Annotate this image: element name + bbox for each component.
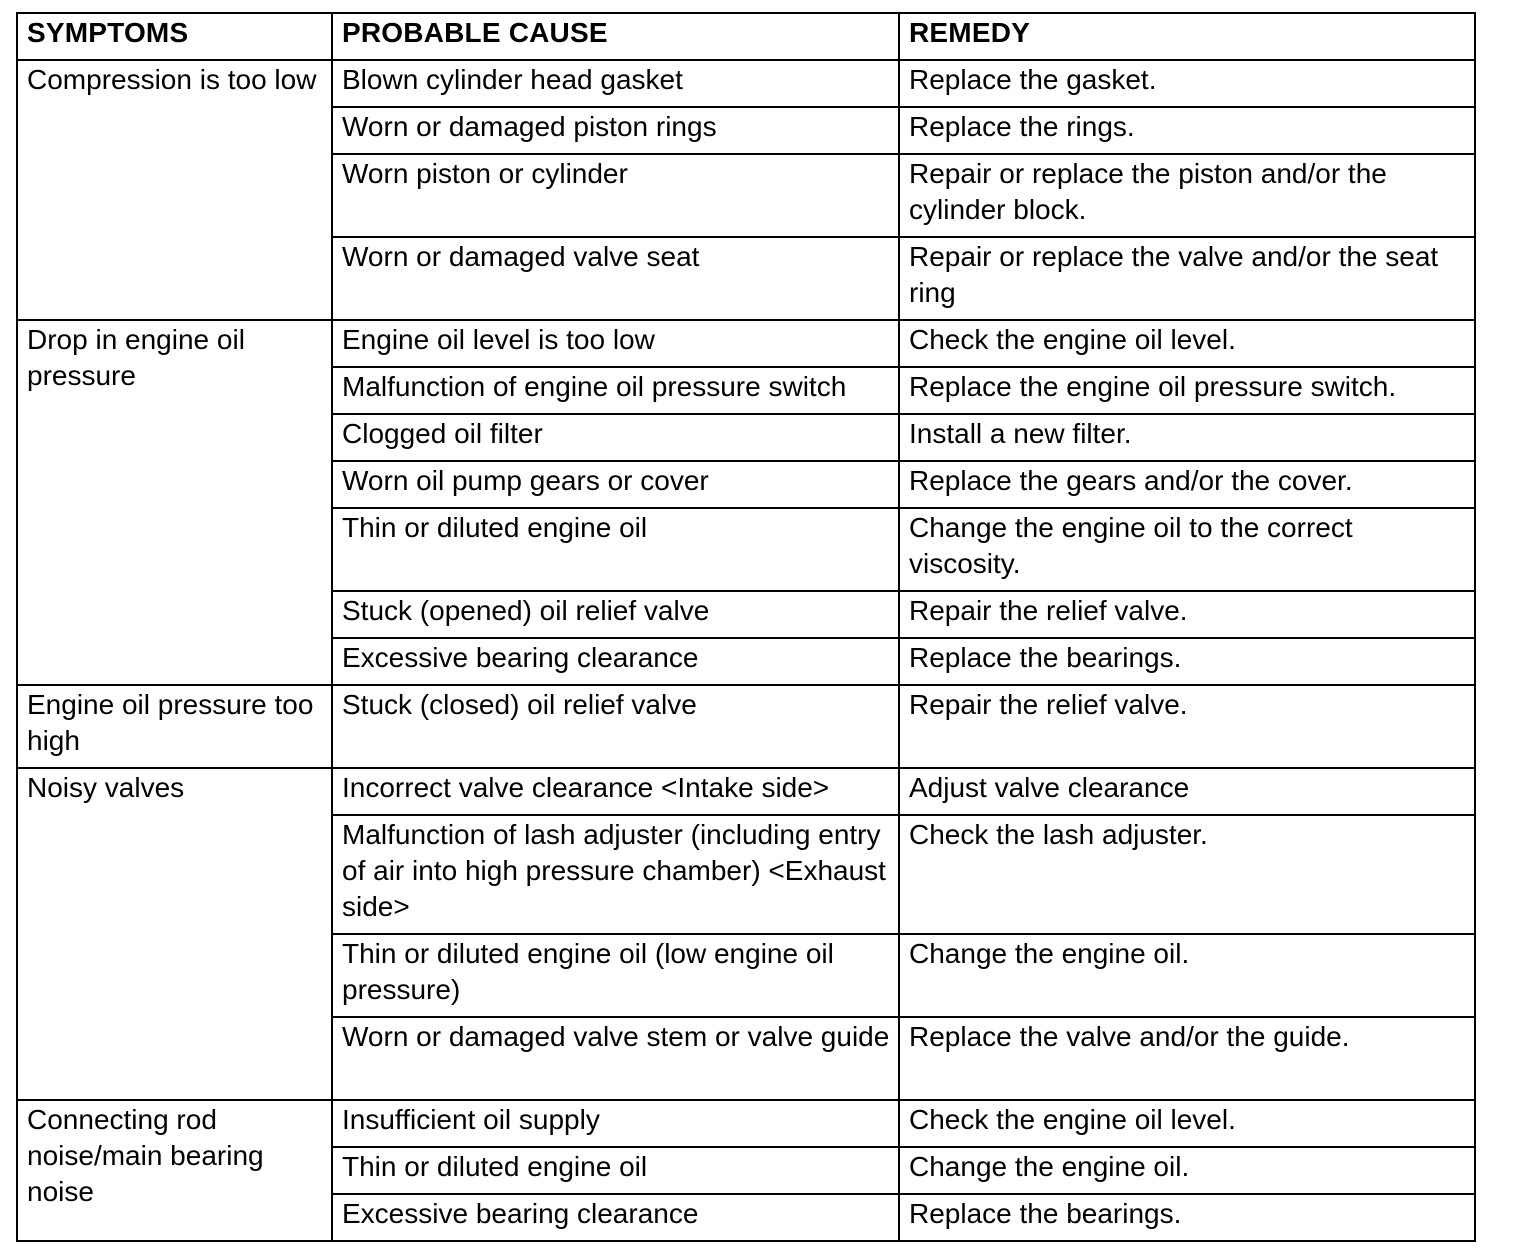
cause-cell: Incorrect valve clearance <Intake side> (332, 768, 899, 815)
cause-cell: Worn or damaged valve stem or valve guide (332, 1017, 899, 1100)
table-row (17, 320, 1475, 367)
remedy-cell: Replace the bearings. (899, 638, 1475, 685)
remedy-cell: Replace the valve and/or the guide. (899, 1017, 1475, 1100)
cause-cell: Malfunction of engine oil pressure switch (332, 367, 899, 414)
remedy-cell: Replace the rings. (899, 107, 1475, 154)
header-probable-cause: PROBABLE CAUSE (332, 13, 899, 60)
remedy-cell: Check the engine oil level. (899, 1100, 1475, 1147)
cause-cell: Malfunction of lash adjuster (including entry of air into high pressure chamber) <Exhaust side> (332, 815, 899, 934)
remedy-cell: Change the engine oil to the correct viscosity. (899, 508, 1475, 591)
cause-cell: Stuck (closed) oil relief valve (332, 685, 899, 768)
header-row (17, 13, 1475, 60)
remedy-cell: Repair the relief valve. (899, 591, 1475, 638)
symptom-cell: Drop in engine oil pressure (17, 320, 332, 685)
cause-cell: Excessive bearing clearance (332, 1194, 899, 1241)
symptom-cell: Noisy valves (17, 768, 332, 1100)
table-row (17, 768, 1475, 815)
remedy-cell: Check the engine oil level. (899, 320, 1475, 367)
table-row (17, 60, 1475, 107)
remedy-cell: Replace the bearings. (899, 1194, 1475, 1241)
cause-cell: Thin or diluted engine oil (332, 1147, 899, 1194)
symptom-cell: Engine oil pressure too high (17, 685, 332, 768)
cause-cell: Blown cylinder head gasket (332, 60, 899, 107)
cause-cell: Worn piston or cylinder (332, 154, 899, 237)
symptom-cell: Connecting rod noise/main bearing noise (17, 1100, 332, 1241)
remedy-cell: Repair the relief valve. (899, 685, 1475, 768)
cause-cell: Stuck (opened) oil relief valve (332, 591, 899, 638)
table-row (17, 685, 1475, 768)
table-row (17, 1100, 1475, 1147)
cause-cell: Worn or damaged valve seat (332, 237, 899, 320)
cause-cell: Clogged oil filter (332, 414, 899, 461)
cause-cell: Worn or damaged piston rings (332, 107, 899, 154)
symptom-cell: Compression is too low (17, 60, 332, 320)
remedy-cell: Replace the engine oil pressure switch. (899, 367, 1475, 414)
header-remedy: REMEDY (899, 13, 1475, 60)
cause-cell: Insufficient oil supply (332, 1100, 899, 1147)
remedy-cell: Replace the gears and/or the cover. (899, 461, 1475, 508)
remedy-cell: Repair or replace the valve and/or the seat ring (899, 237, 1475, 320)
cause-cell: Thin or diluted engine oil (low engine oil pressure) (332, 934, 899, 1017)
cause-cell: Worn oil pump gears or cover (332, 461, 899, 508)
remedy-cell: Check the lash adjuster. (899, 815, 1475, 934)
cause-cell: Thin or diluted engine oil (332, 508, 899, 591)
remedy-cell: Adjust valve clearance (899, 768, 1475, 815)
remedy-cell: Replace the gasket. (899, 60, 1475, 107)
remedy-cell: Repair or replace the piston and/or the cylinder block. (899, 154, 1475, 237)
remedy-cell: Install a new filter. (899, 414, 1475, 461)
remedy-cell: Change the engine oil. (899, 934, 1475, 1017)
cause-cell: Excessive bearing clearance (332, 638, 899, 685)
remedy-cell: Change the engine oil. (899, 1147, 1475, 1194)
cause-cell: Engine oil level is too low (332, 320, 899, 367)
troubleshooting-table (16, 12, 1476, 1242)
header-symptoms: SYMPTOMS (17, 13, 332, 60)
